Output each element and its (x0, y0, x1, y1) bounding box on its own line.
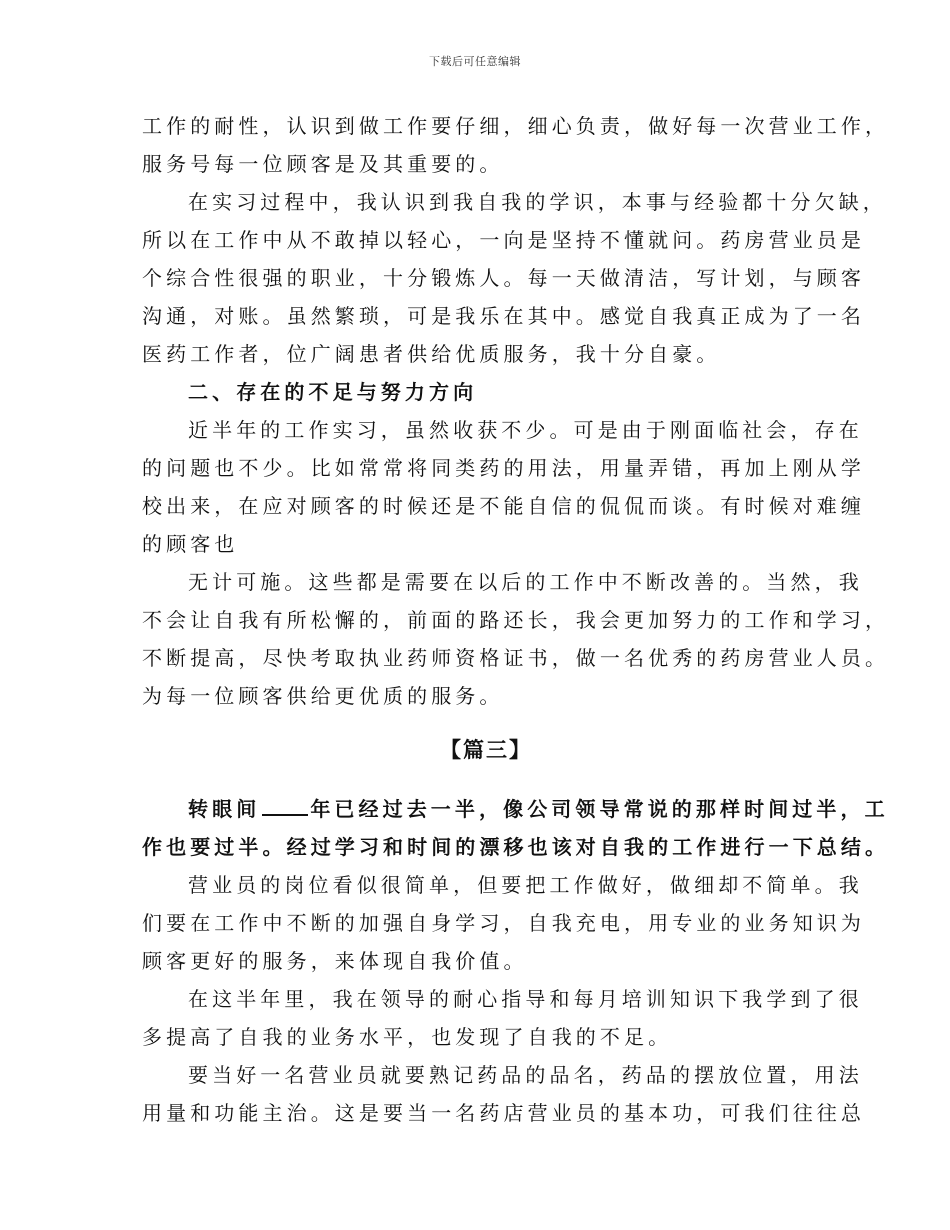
text-line: 不断提高，尽快考取执业药师资格证书，做一名优秀的药房营业人员。 (142, 646, 890, 670)
spacer (142, 770, 822, 790)
text-line: 个综合性很强的职业，十分锻炼人。每一天做清洁，写计划，与顾客 (142, 266, 865, 290)
text-block-top (142, 107, 890, 715)
text-line: 用量和功能主治。这是要当一名药店营业员的基本功，可我们往往总 (142, 1101, 865, 1125)
blank-underline (262, 792, 308, 816)
text-line: 为每一位顾客供给更优质的服务。 (142, 684, 504, 708)
text-line: 校出来，在应对顾客的时候还是不能自信的侃侃而谈。有时候对难缠 (142, 494, 865, 518)
intro-text-start: 转眼间 (188, 797, 261, 821)
text-line: 不会让自我有所松懈的，前面的路还长，我会更加努力的工作和学习， (142, 608, 890, 632)
text-line: 无计可施。这些都是需要在以后的工作中不断改善的。当然，我 (188, 570, 863, 594)
subheading: 二、存在的不足与努力方向 (188, 380, 478, 404)
text-line: 医药工作者，位广阔患者供给优质服务，我十分自豪。 (142, 342, 721, 366)
intro-line: 作也要过半。经过学习和时间的漂移也该对自我的工作进行一下总结。 (142, 835, 890, 859)
text-line: 近半年的工作实习，虽然收获不少。可是由于刚面临社会，存在 (188, 418, 863, 442)
text-line: 的问题也不少。比如常常将同类药的用法，用量弄错，再加上刚从学 (142, 456, 865, 480)
text-line: 要当好一名营业员就要熟记药品的品名，药品的摆放位置，用法 (188, 1063, 863, 1087)
text-line: 的顾客也 (142, 532, 239, 556)
intro-text-end: 年已经过去一半，像公司领导常说的那样时间过半，工 (310, 797, 889, 821)
document-body (142, 107, 890, 1132)
text-line: 在实习过程中，我认识到我自我的学识，本事与经验都十分欠缺， (188, 190, 887, 214)
text-line: 工作的耐性，认识到做工作要仔细，细心负责，做好每一次营业工作， (142, 114, 890, 138)
text-block-bottom (142, 866, 865, 1132)
text-line: 所以在工作中从不敢掉以轻心，一向是坚持不懂就问。药房营业员是 (142, 228, 865, 252)
text-line: 营业员的岗位看似很简单，但要把工作做好，做细却不简单。我 (188, 873, 863, 897)
text-line: 顾客更好的服务，来体现自我价值。 (142, 949, 528, 973)
text-line: 们要在工作中不断的加强自身学习，自我充电，用专业的业务知识为 (142, 911, 865, 935)
text-line: 服务号每一位顾客是及其重要的。 (142, 152, 504, 176)
intro-line (142, 790, 889, 828)
text-line: 多提高了自我的业务水平，也发现了自我的不足。 (142, 1025, 673, 1049)
text-line: 在这半年里，我在领导的耐心指导和每月培训知识下我学到了很 (188, 987, 863, 1011)
spacer (142, 715, 822, 730)
page-header: 下载后可任意编辑 (429, 55, 521, 68)
section-title: 【篇三】 (440, 737, 532, 762)
text-line: 沟通，对账。虽然繁琐，可是我乐在其中。感觉自我真正成为了一名 (142, 304, 865, 328)
